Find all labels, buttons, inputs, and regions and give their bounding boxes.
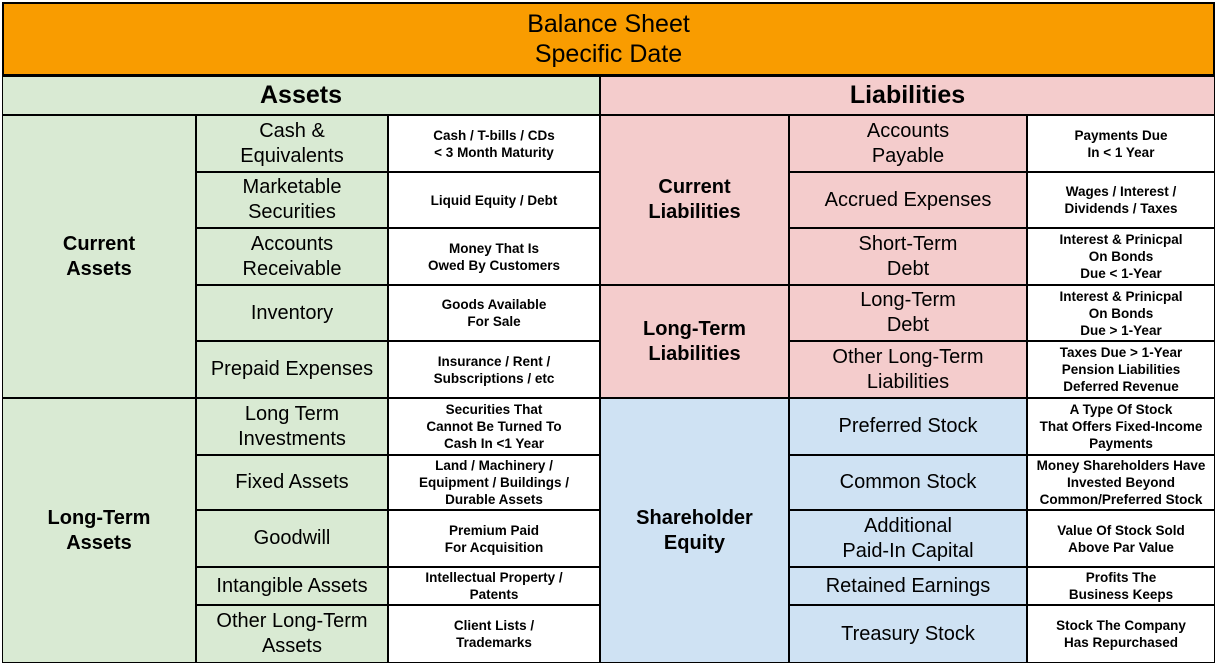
divider-long-term xyxy=(2,397,1215,399)
desc-inventory: Goods Available For Sale xyxy=(388,285,600,341)
divider-headings xyxy=(2,114,1215,116)
desc-intangible-assets: Intellectual Property / Patents xyxy=(388,567,600,605)
desc-long-term-investments: Securities That Cannot Be Turned To Cash In <1 Year xyxy=(388,398,600,455)
desc-common-stock: Money Shareholders Have Invested Beyond Common/Preferred Stock xyxy=(1027,455,1215,510)
desc-fixed-assets: Land / Machinery / Equipment / Buildings / Durable Assets xyxy=(388,455,600,510)
item-prepaid-expenses: Prepaid Expenses xyxy=(196,341,388,398)
item-additional-paid-in-capital: Additional Paid-In Capital xyxy=(789,510,1027,567)
desc-additional-paid-in-capital: Value Of Stock Sold Above Par Value xyxy=(1027,510,1215,567)
desc-retained-earnings: Profits The Business Keeps xyxy=(1027,567,1215,605)
assets-heading: Assets xyxy=(2,76,600,115)
desc-accounts-payable: Payments Due In < 1 Year xyxy=(1027,115,1215,172)
sheet-title: Balance Sheet Specific Date xyxy=(2,2,1215,76)
item-accrued-expenses: Accrued Expenses xyxy=(789,172,1027,228)
desc-accounts-receivable: Money That Is Owed By Customers xyxy=(388,228,600,285)
desc-marketable-securities: Liquid Equity / Debt xyxy=(388,172,600,228)
long-term-liabilities-label: Long-Term Liabilities xyxy=(600,285,789,398)
divider-center xyxy=(599,76,601,663)
item-long-term-investments: Long Term Investments xyxy=(196,398,388,455)
desc-cash-equivalents: Cash / T-bills / CDs < 3 Month Maturity xyxy=(388,115,600,172)
item-fixed-assets: Fixed Assets xyxy=(196,455,388,510)
item-treasury-stock: Treasury Stock xyxy=(789,605,1027,663)
item-cash-equivalents: Cash & Equivalents xyxy=(196,115,388,172)
item-intangible-assets: Intangible Assets xyxy=(196,567,388,605)
item-preferred-stock: Preferred Stock xyxy=(789,398,1027,455)
item-goodwill: Goodwill xyxy=(196,510,388,567)
item-other-long-term-liabilities: Other Long-Term Liabilities xyxy=(789,341,1027,398)
item-marketable-securities: Marketable Securities xyxy=(196,172,388,228)
item-accounts-payable: Accounts Payable xyxy=(789,115,1027,172)
desc-short-term-debt: Interest & Prinicpal On Bonds Due < 1-Year xyxy=(1027,228,1215,285)
desc-other-long-term-liabilities: Taxes Due > 1-Year Pension Liabilities Deferred Revenue xyxy=(1027,341,1215,398)
long-term-assets-label: Long-Term Assets xyxy=(2,398,196,663)
item-inventory: Inventory xyxy=(196,285,388,341)
desc-long-term-debt: Interest & Prinicpal On Bonds Due > 1-Year xyxy=(1027,285,1215,341)
item-retained-earnings: Retained Earnings xyxy=(789,567,1027,605)
current-assets-label: Current Assets xyxy=(2,115,196,398)
divider-long-term-liabilities xyxy=(600,284,1215,286)
current-liabilities-label: Current Liabilities xyxy=(600,115,789,285)
desc-prepaid-expenses: Insurance / Rent / Subscriptions / etc xyxy=(388,341,600,398)
item-long-term-debt: Long-Term Debt xyxy=(789,285,1027,341)
desc-other-long-term-assets: Client Lists / Trademarks xyxy=(388,605,600,663)
item-common-stock: Common Stock xyxy=(789,455,1027,510)
liabilities-heading: Liabilities xyxy=(600,76,1215,115)
item-short-term-debt: Short-Term Debt xyxy=(789,228,1027,285)
desc-accrued-expenses: Wages / Interest / Dividends / Taxes xyxy=(1027,172,1215,228)
desc-goodwill: Premium Paid For Acquisition xyxy=(388,510,600,567)
desc-treasury-stock: Stock The Company Has Repurchased xyxy=(1027,605,1215,663)
shareholder-equity-label: Shareholder Equity xyxy=(600,398,789,663)
item-accounts-receivable: Accounts Receivable xyxy=(196,228,388,285)
desc-preferred-stock: A Type Of Stock That Offers Fixed-Income Payments xyxy=(1027,398,1215,455)
item-other-long-term-assets: Other Long-Term Assets xyxy=(196,605,388,663)
